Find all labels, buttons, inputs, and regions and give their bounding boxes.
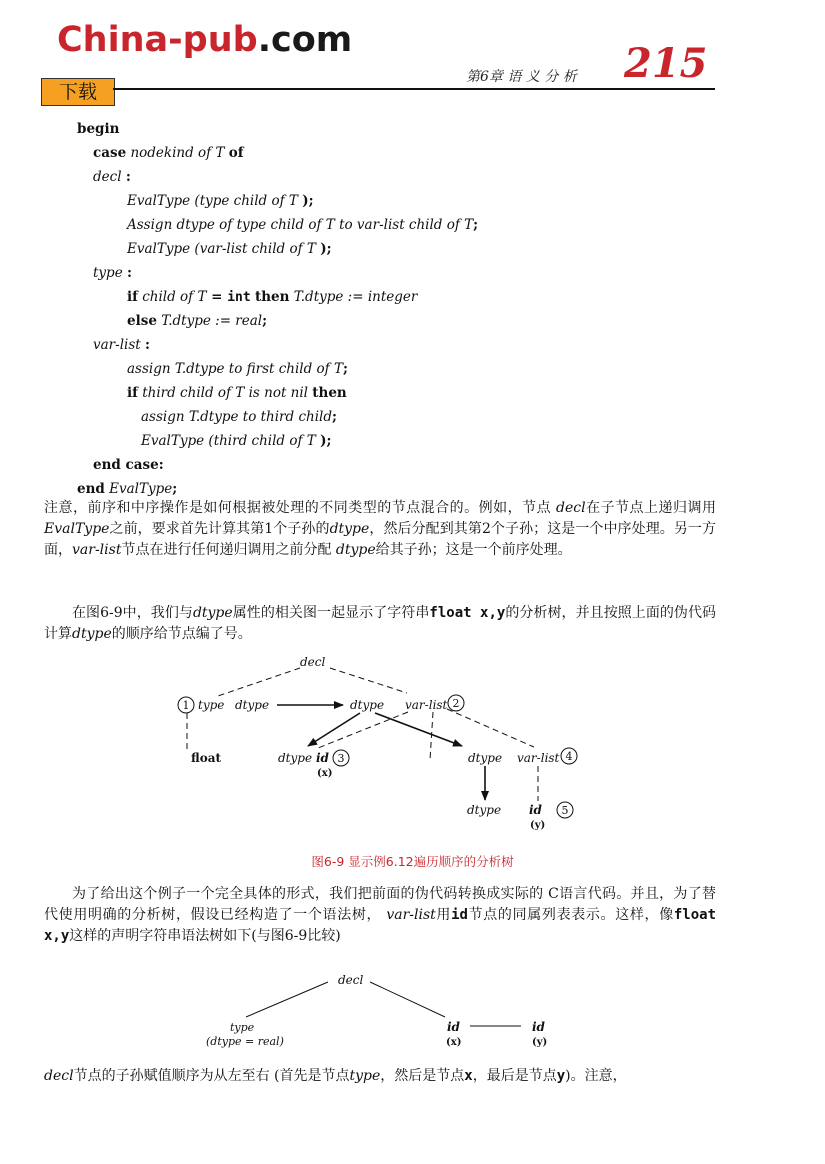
download-badge: 下载 — [41, 78, 115, 106]
code-line-type: type : — [93, 265, 132, 281]
page-number: 215 — [624, 40, 708, 87]
order-number-4: 4 — [565, 750, 573, 763]
code-line-varlist: var-list : — [93, 337, 150, 353]
logo-text-main: China-pub — [57, 20, 258, 60]
attr-dtype-varlist: dtype — [350, 698, 385, 712]
leaf-y: (y) — [530, 820, 546, 831]
attr-dtype-id-x: dtype — [278, 751, 313, 765]
tree-leaf-y: (y) — [532, 1037, 548, 1048]
figure-caption: 图6-9 显示例6.12遍历顺序的分析树 — [311, 854, 514, 869]
code-line-assign-third: assign T.dtype to third child; — [141, 409, 337, 425]
node-id-y: id — [529, 803, 542, 817]
code-line-evaltype-type: EvalType (type child of T ); — [127, 193, 314, 209]
paragraph-figure-intro: 在图6-9中，我们与dtype属性的相关图一起显示了字符串float x,y的分析树，并且按照上面的伪代码计算dtype的顺序给节点编了号。 — [44, 605, 717, 642]
tree-node-decl: decl — [338, 973, 364, 987]
code-line-end: end EvalType; — [77, 481, 178, 497]
code-line-end-case: end case: — [93, 457, 164, 473]
code-line-assign-first: assign T.dtype to first child of T; — [127, 361, 348, 377]
order-number-1: 1 — [182, 699, 190, 712]
figure-syntax-tree — [0, 960, 825, 1060]
tree-leaf-x: (x) — [446, 1037, 462, 1048]
code-line-evaltype-third: EvalType (third child of T ); — [141, 433, 332, 449]
order-number-2: 2 — [452, 697, 460, 710]
tree-attr-dtype-real: (dtype = real) — [206, 1035, 284, 1048]
chapter-title: 第6章 语 义 分 析 — [466, 69, 577, 85]
code-line-evaltype-varlist: EvalType (var-list child of T ); — [127, 241, 332, 257]
leaf-float: float — [191, 751, 222, 765]
paragraph-order-explanation: 注意，前序和中序操作是如何根据被处理的不同类型的节点混合的。例如，节点 decl在子节点上递归调用EvalType之前，要求首先计算其第1个子孙的dtype，然后分配到其第2个子孙；这是一个中序处理。另一方面，var-list节点在进行任何递归调用之前分配 dtype给其子孙；这是一个前序处理。 — [44, 500, 717, 558]
node-type: type — [198, 698, 225, 712]
leaf-x: (x) — [317, 768, 333, 779]
code-line-decl: decl : — [93, 169, 131, 185]
code-line-if-third: if third child of T is not nil then — [127, 385, 347, 401]
node-decl: decl — [300, 655, 326, 669]
code-line-begin: begin — [77, 121, 120, 137]
node-var-list-1: var-list — [405, 698, 448, 712]
code-line-if-int: if child of T = int then T.dtype := integer — [127, 289, 418, 305]
attr-dtype-type: dtype — [235, 698, 270, 712]
code-line-else: else T.dtype := real; — [127, 313, 268, 329]
paragraph-syntax-tree-intro: 为了给出这个例子一个完全具体的形式，我们把前面的伪代码转换成实际的 C语言代码。并且，为了替代使用明确的分析树，假设已经构造了一个语法树， var-list用id节点的同属列表表示。这样，像float x,y这样的声明字符串语法树如下(与图6-9比较) — [44, 886, 717, 944]
paragraph-assignment-order: decl节点的子孙赋值顺序为从左至右 (首先是节点type，然后是节点x，最后是节点y)。注意， — [44, 1068, 627, 1084]
code-line-case: case nodekind of T of — [93, 145, 244, 161]
order-number-5: 5 — [561, 804, 569, 817]
tree-node-id-x: id — [447, 1020, 460, 1034]
order-number-3: 3 — [337, 752, 345, 765]
code-line-assign-dtype: Assign dtype of type child of T to var-list child of T; — [127, 217, 479, 233]
tree-node-id-y: id — [532, 1020, 545, 1034]
attr-dtype-id-y: dtype — [467, 803, 502, 817]
node-id-x: id — [316, 751, 329, 765]
logo-text-suffix: .com — [257, 20, 353, 60]
attr-dtype-varlist-2: dtype — [468, 751, 503, 765]
tree-node-type: type — [230, 1021, 255, 1034]
syntax-tree-edges — [246, 982, 521, 1026]
node-var-list-2: var-list — [517, 751, 560, 765]
